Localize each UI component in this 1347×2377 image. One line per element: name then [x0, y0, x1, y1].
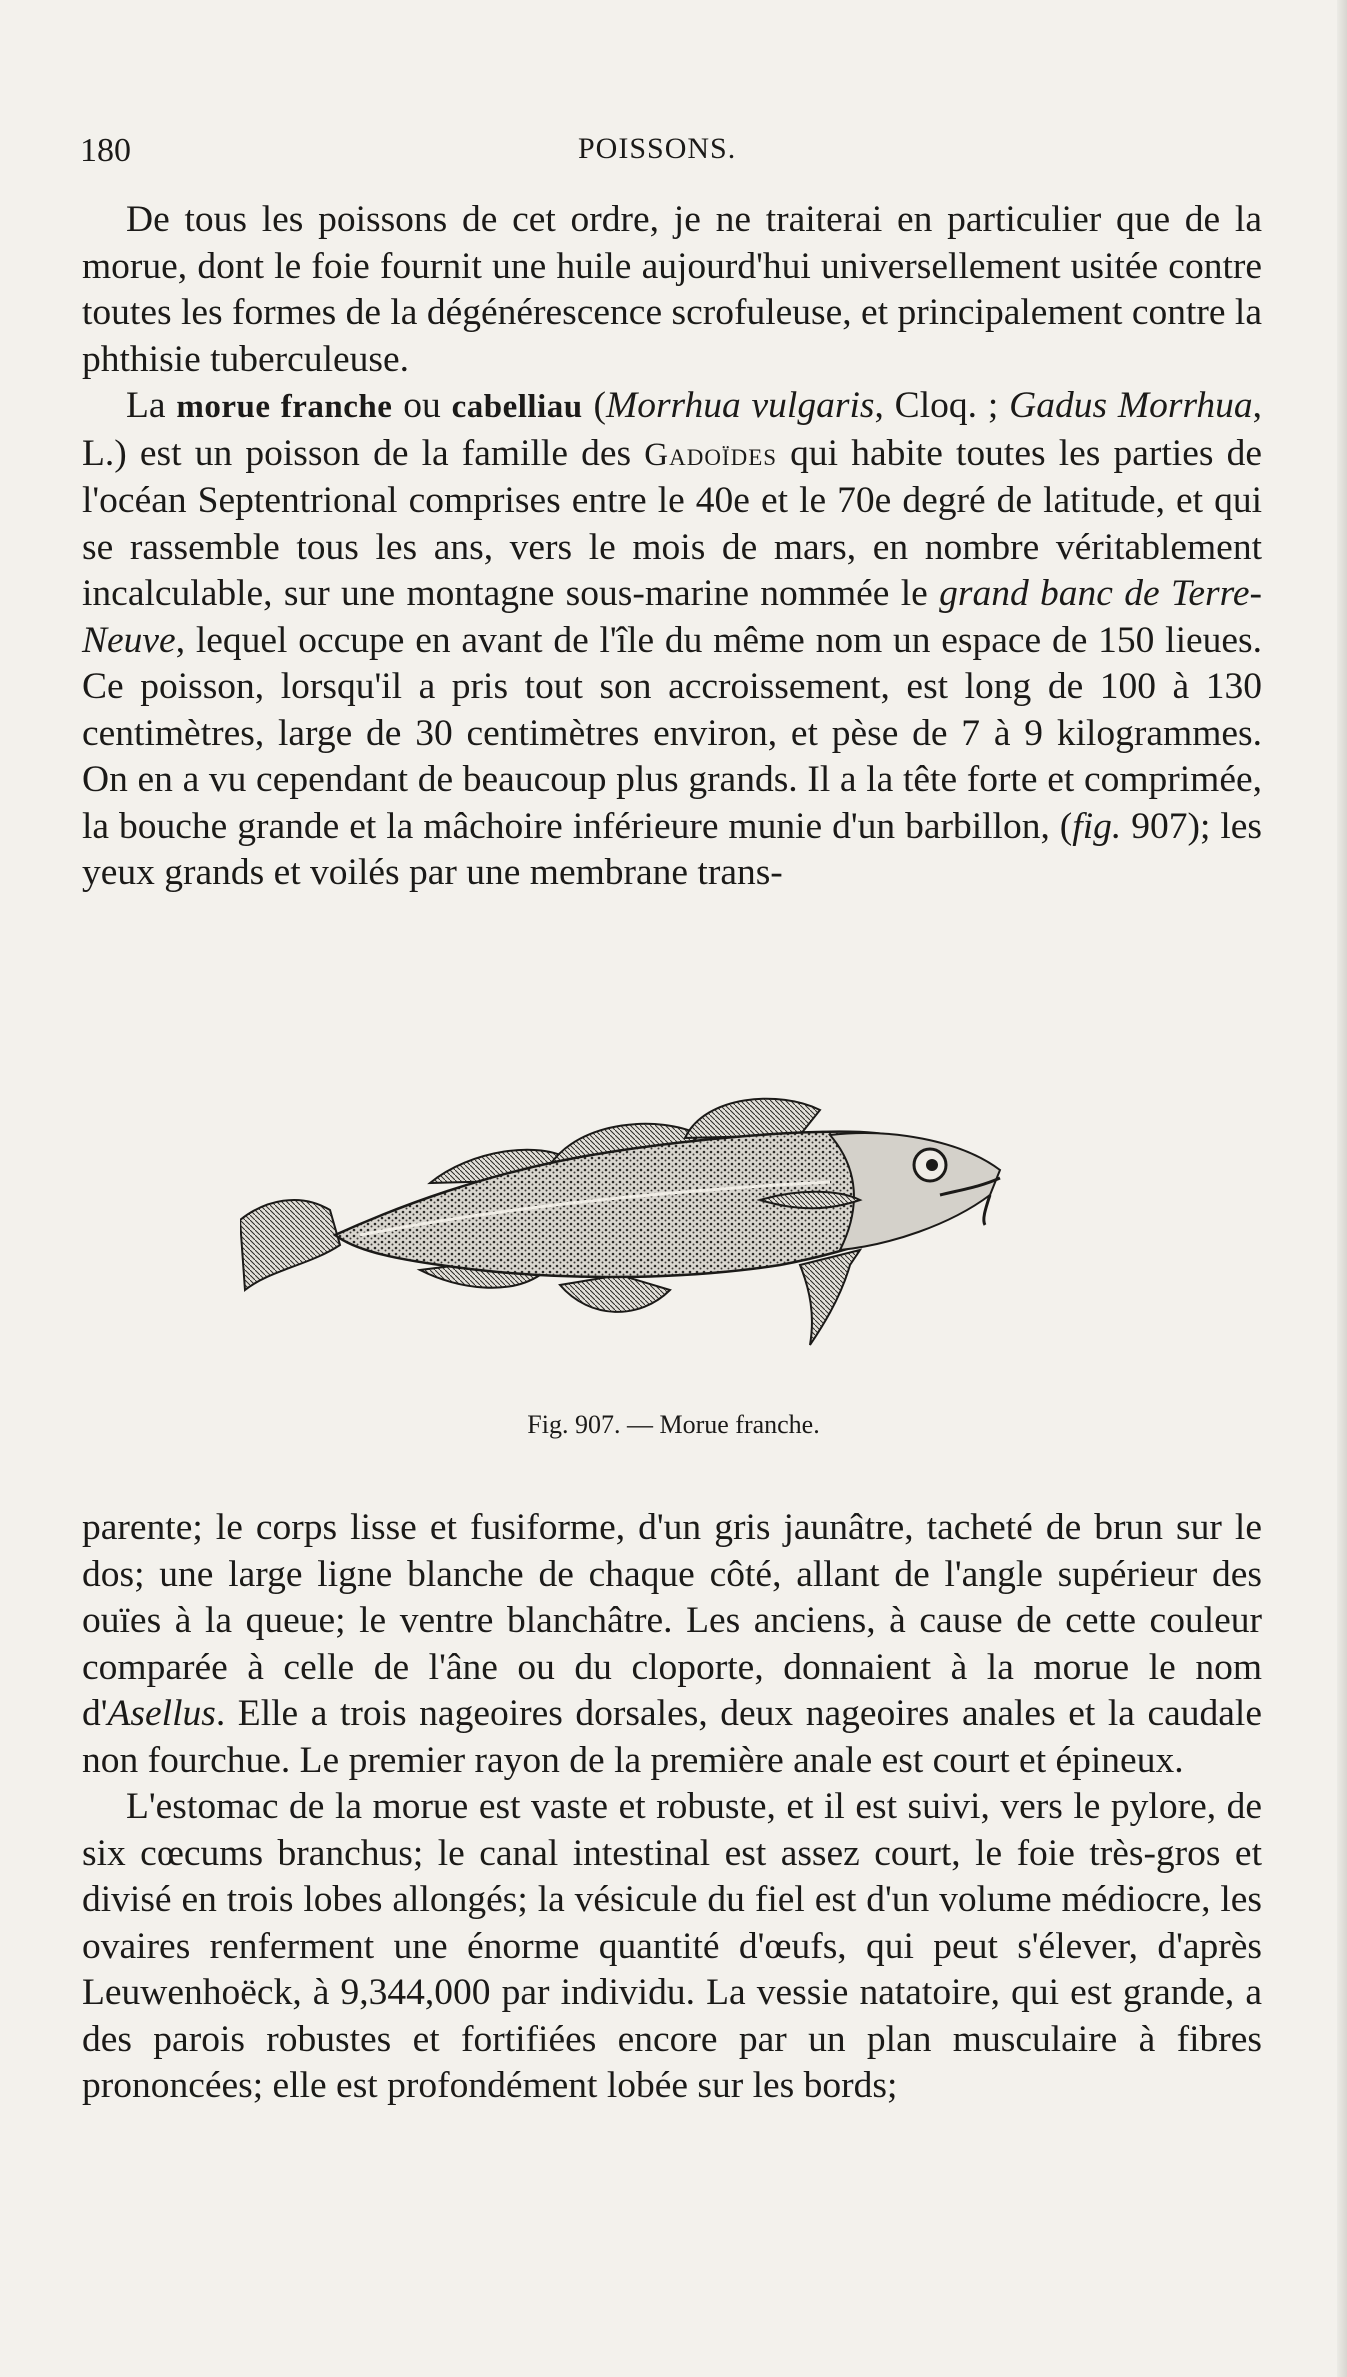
latin-name-asellus: Asellus: [107, 1693, 216, 1734]
text-block-upper: [82, 197, 1262, 897]
term-morue-franche: morue franche: [176, 389, 393, 425]
text-run: . Elle a trois nageoires dorsales, deux nageoires anales et la caudale non fourchue. Le premier rayon de la première anale est court et épineux.: [82, 1693, 1262, 1781]
paragraph-intro: De tous les poissons de cet ordre, je ne traiterai en particulier que de la morue, dont le foie fournit une huile aujourd'hui universellement usitée contre toutes les formes de la dégénérescence scrofuleuse, et principalement contre la phthisie tuberculeuse.: [82, 199, 1262, 380]
text-run: , lequel occupe en avant de l'île du même nom un espace de 150 lieues. Ce poisson, lorsqu'il a pris tout son accroissement, est long de 100 à 130 centimètres, large de 30 centimètres environ, et pèse de 7 à 9 kilogrammes. On en a vu cependant de beaucoup plus grands. Il a la tête forte et comprimée, la bouche grande et la mâchoire inférieure munie d'un barbillon, (: [82, 619, 1262, 847]
cod-illustration: [240, 1060, 1120, 1350]
latin-name: Gadus Morrhua: [1009, 385, 1253, 426]
text-run: , L.) est un poisson de la famille des: [82, 385, 1262, 474]
text-run: La: [126, 385, 177, 426]
figure-caption: Fig. 907. — Morue franche.: [527, 1410, 820, 1439]
latin-name: Morrhua vulgaris: [605, 385, 875, 426]
text-run: 907); les yeux grands et voilés par une membrane trans-: [82, 805, 1262, 893]
text-run: qui habite toutes les parties de l'océan Septentrional comprises entre le 40e et le 70e degré de latitude, et qui se rassemble tous les ans, vers le mois de mars, en nombre véritablement incalculable, sur une montagne sous-marine nommée le: [82, 432, 1262, 614]
family-name: Gadoïdes: [644, 436, 778, 473]
place-name: grand banc de Terre-Neuve: [82, 573, 1262, 661]
text-run: ou: [392, 385, 452, 426]
text-block-lower: [82, 1505, 1262, 2110]
text-run: (: [582, 385, 606, 426]
paragraph-anatomy: L'estomac de la morue est vaste et robuste, et il est suivi, vers le pylore, de six cœcums branchus; le canal intestinal est assez court, le foie très-gros et divisé en trois lobes allongés; la vésicule du fiel est d'un volume médiocre, les ovaires renferment une énorme quantité d'œufs, qui peut s'élever, d'après Leuwenhoëck, à 9,344,000 par individu. La vessie natatoire, qui est grande, a des parois robustes et fortifiées encore par un plan musculaire à fibres prononcées; elle est profondément lobée sur les bords;: [82, 1786, 1262, 2106]
cod-head: [830, 1133, 1000, 1250]
page-header: [80, 132, 1260, 182]
paragraph-continuation: [82, 1505, 1262, 1784]
text-run: parente; le corps lisse et fusiforme, d'un gris jaunâtre, tacheté de brun sur le dos; une large ligne blanche de chaque côté, allant de l'angle supérieur des ouïes à la queue; le ventre blanchâtre. Les anciens, à cause de cette couleur comparée à celle de l'âne ou du cloporte, donnaient à la morue le nom d': [82, 1507, 1262, 1734]
cod-pupil: [926, 1159, 938, 1171]
text-run: , Cloq. ;: [874, 385, 1010, 426]
term-cabelliau: cabelliau: [451, 389, 583, 425]
paragraph-description: [82, 383, 1262, 897]
running-head: POISSONS.: [578, 132, 737, 165]
figure-reference: fig.: [1072, 805, 1122, 847]
page-number: 180: [80, 132, 131, 169]
